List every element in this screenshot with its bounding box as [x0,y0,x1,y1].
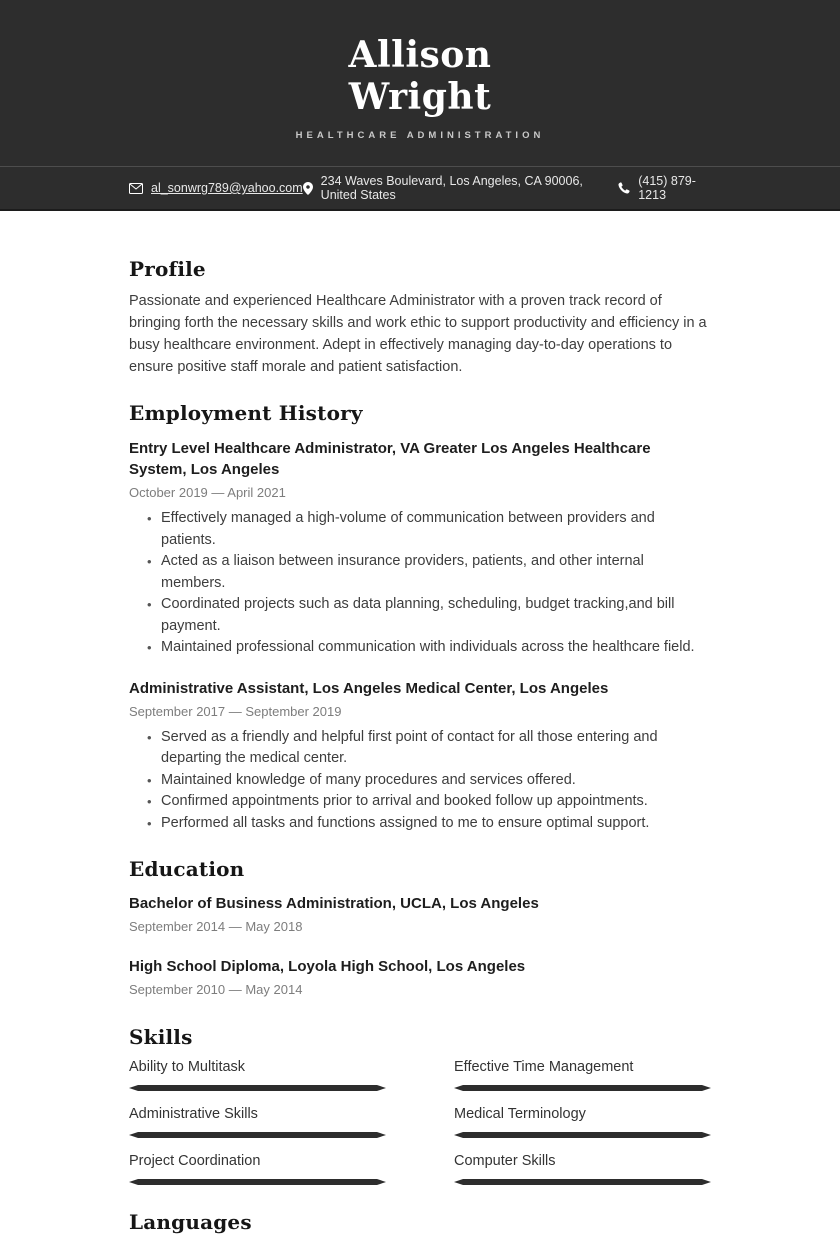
section-skills [129,1025,711,1185]
job-title: Entry Level Healthcare Administrator, VA Greater Los Angeles Healthcare System, Los Angeles [129,440,651,478]
education-dates: September 2010 — May 2014 [129,982,303,997]
job-dates: September 2017 — September 2019 [129,703,342,719]
contact-bar [0,166,840,211]
job-bullet: • Performed all tasks and functions assigned to me to ensure optimal support. [129,813,711,835]
skill-level-bar [129,1179,386,1185]
envelope-icon [129,183,143,194]
resume-body [0,257,840,1234]
job-bullet-list [129,508,711,659]
education-dates: September 2014 — May 2018 [129,919,303,934]
education-entry [129,956,711,997]
education-entry [129,893,711,934]
section-languages [129,1210,711,1234]
skill-item [129,1152,386,1185]
contact-email-text[interactable]: al_sonwrg789@yahoo.com [151,181,303,195]
skill-level-bar [454,1132,711,1138]
job-bullet: • Acted as a liaison between insurance providers, patients, and other internal members. [129,551,711,594]
phone-icon [618,182,630,194]
profile-heading: Profile [129,257,206,281]
section-profile [129,257,711,378]
languages-heading: Languages [129,1210,252,1234]
skill-item [454,1105,711,1138]
resume-header [0,0,840,166]
skill-label: Computer Skills [454,1153,556,1169]
skill-label: Ability to Multitask [129,1059,246,1075]
contact-address [303,174,619,202]
candidate-name-line1: Allison [348,34,492,76]
profile-summary: Passionate and experienced Healthcare Administrator with a proven track record of bringing forth the necessary skills and work ethic to support productivity and efficiency in a busy healthcare environment. Adept in effectively managing day-to-day operations to ensure positive staff morale and patient satisfaction. [129,293,707,375]
skill-item [129,1058,386,1091]
job-bullet-list [129,727,711,835]
job-title: Administrative Assistant, Los Angeles Medical Center, Los Angeles [129,679,609,697]
contact-phone-text: (415) 879-1213 [638,174,696,202]
job-bullet: • Coordinated projects such as data planning, scheduling, budget tracking,and bill payment. [129,594,711,637]
contact-email[interactable] [129,181,303,195]
candidate-job-title: HEALTHCARE ADMINISTRATION [295,130,545,141]
skill-item [454,1152,711,1185]
contact-phone [618,174,711,202]
skill-level-bar [129,1132,386,1138]
education-title: High School Diploma, Loyola High School, Los Angeles [129,958,526,975]
skills-grid [129,1058,711,1185]
job-bullet: • Maintained professional communication with individuals across the healthcare field. [129,637,711,659]
section-employment-history [129,401,711,834]
skill-label: Project Coordination [129,1153,261,1169]
skill-level-bar [129,1085,386,1091]
job-entry [129,678,711,835]
job-bullet: • Confirmed appointments prior to arrival and booked follow up appointments. [129,791,711,813]
job-bullet: • Effectively managed a high-volume of communication between providers and patients. [129,508,711,551]
skill-label: Medical Terminology [454,1106,586,1122]
education-heading: Education [129,857,245,881]
skill-label: Administrative Skills [129,1106,258,1122]
job-dates: October 2019 — April 2021 [129,485,286,500]
skill-item [129,1105,386,1138]
skill-item [454,1058,711,1091]
skill-level-bar [454,1179,711,1185]
section-education [129,857,711,997]
candidate-name [0,34,840,118]
contact-address-text: 234 Waves Boulevard, Los Angeles, CA 90006, United States [320,174,583,202]
employment-heading: Employment History [129,401,363,425]
candidate-name-line2: Wright [348,76,492,118]
job-bullet: • Maintained knowledge of many procedures and services offered. [129,770,711,792]
job-bullet: • Served as a friendly and helpful first point of contact for all those entering and departing the medical center. [129,727,711,770]
job-entry [129,438,711,659]
skill-label: Effective Time Management [454,1059,634,1075]
education-title: Bachelor of Business Administration, UCLA, Los Angeles [129,895,539,912]
skill-level-bar [454,1085,711,1091]
skills-heading: Skills [129,1025,193,1049]
location-pin-icon [303,182,313,195]
